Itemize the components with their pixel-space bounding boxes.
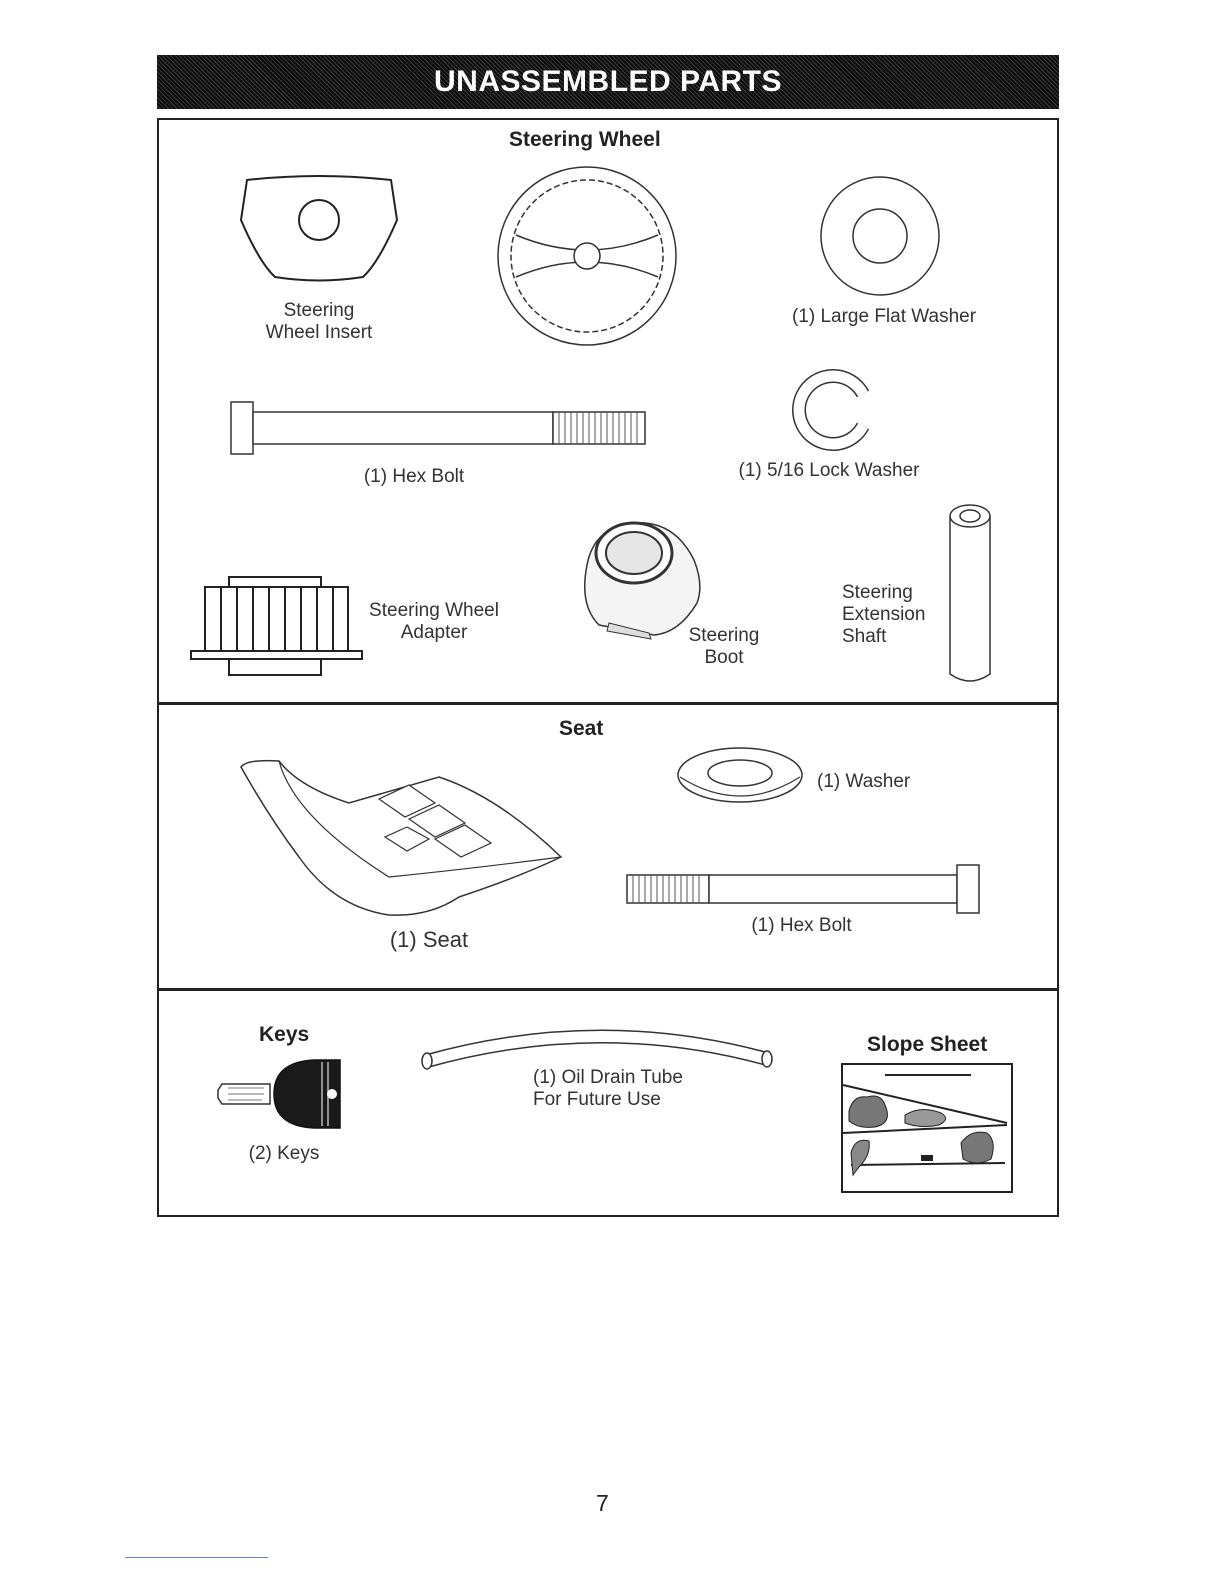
keys-label: (2) Keys: [248, 1143, 320, 1164]
lock-washer-illustration: [791, 372, 871, 448]
seat-hex-bolt-illustration: [625, 863, 985, 915]
steering-wheel-panel: [157, 118, 1059, 704]
large-flat-washer-label: (1) Large Flat Washer: [791, 306, 977, 327]
steering-boot-illustration: [579, 515, 709, 640]
seat-panel: [157, 702, 1059, 991]
large-flat-washer-illustration: [819, 175, 941, 297]
seat-washer-label: (1) Washer: [817, 771, 911, 792]
hex-bolt-label: (1) Hex Bolt: [363, 466, 465, 487]
steering-boot-label: Steering Boot: [688, 625, 760, 668]
banner-title: UNASSEMBLED PARTS: [434, 65, 782, 98]
seat-hex-bolt-label: (1) Hex Bolt: [751, 915, 852, 936]
lock-washer-label: (1) 5/16 Lock Washer: [738, 460, 920, 481]
steering-extension-shaft-illustration: [947, 502, 993, 687]
steering-wheel-illustration: [496, 165, 678, 347]
accessories-panel: [157, 988, 1059, 1217]
section-banner: [157, 55, 1059, 109]
keys-heading: Keys: [259, 1023, 310, 1046]
seat-washer-illustration: [675, 745, 805, 805]
hex-bolt-illustration: [229, 398, 649, 458]
steering-wheel-insert-label: Steering Wheel Insert: [265, 300, 373, 343]
footer-rule: [125, 1557, 268, 1558]
seat-heading: Seat: [559, 717, 604, 740]
steering-extension-shaft-label: Steering Extension Shaft: [842, 582, 926, 647]
seat-illustration: [239, 757, 569, 922]
steering-wheel-adapter-illustration: [189, 575, 364, 677]
slope-sheet-heading: Slope Sheet: [867, 1033, 988, 1056]
steering-wheel-insert-illustration: [239, 172, 399, 287]
seat-label: (1) Seat: [389, 927, 469, 952]
page-number: 7: [596, 1490, 609, 1516]
oil-drain-tube-label: (1) Oil Drain Tube For Future Use: [533, 1067, 683, 1110]
key-icon: [214, 1058, 344, 1130]
steering-wheel-adapter-label: Steering Wheel Adapter: [369, 600, 499, 643]
steering-wheel-heading: Steering Wheel: [509, 128, 661, 151]
slope-sheet-illustration: [841, 1063, 1013, 1193]
